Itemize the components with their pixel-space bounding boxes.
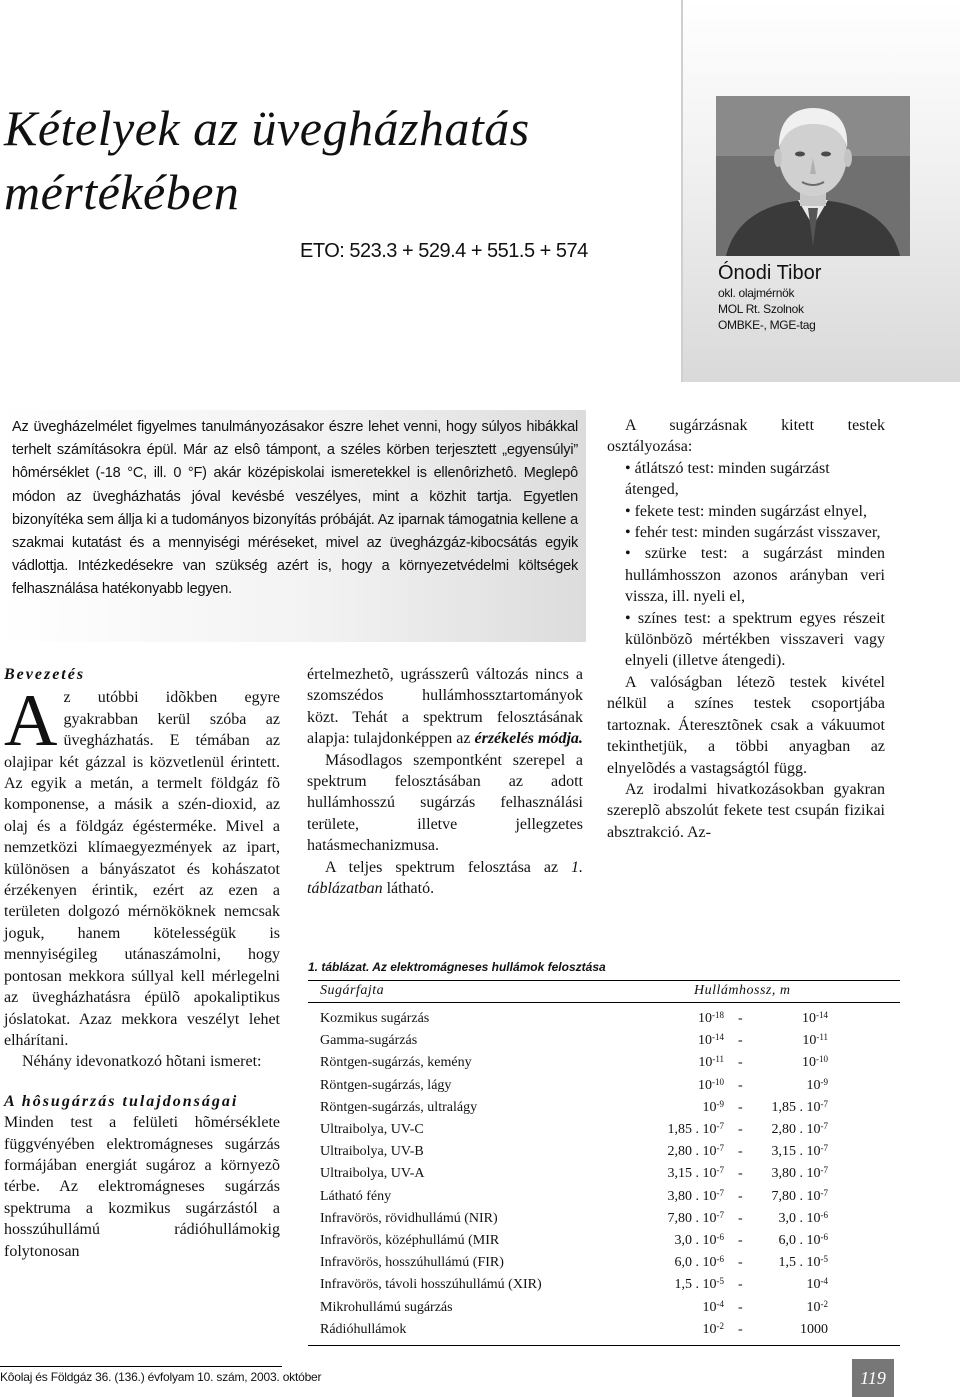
article-title: Kételyek az üvegházhatás mértékében: [4, 100, 530, 220]
radiation-type-cell: Infravörös, távoli hosszúhullámú (XIR): [320, 1277, 542, 1293]
range-dash: -: [738, 1077, 743, 1093]
wavelength-from-exponent: -6: [716, 1232, 724, 1242]
spectrum-text: értelmezhetõ, ugrásszerû változás nincs a szomszédos hullámhossztartományok közt. Tehát a spektrum felosztásának alapja: tulajdonképpen az: [307, 666, 583, 748]
heat-radiation-paragraph: Minden test a felületi hõmérséklete függvényében elektromágneses sugárzás formájában energiát sugároz a környezõ térbe. Az elektromágneses sugárzás spektruma a kozmikus sugárzástól a hosszúhullámú rádióhullámokig folytonosan: [4, 1114, 280, 1260]
range-dash: -: [738, 1099, 743, 1115]
wavelength-to-exponent: -11: [816, 1032, 828, 1043]
wavelength-from-base: 10: [698, 1077, 712, 1093]
wavelength-to-exponent: -7: [820, 1143, 828, 1154]
wavelength-to-exponent: -7: [820, 1187, 828, 1198]
wavelength-to-exponent: -9: [820, 1076, 828, 1087]
radiation-type-cell: Ultraibolya, UV-B: [320, 1144, 424, 1160]
wavelength-to-cell: [802, 1033, 828, 1049]
table-row: [308, 1052, 900, 1074]
wavelength-from-base: 10: [702, 1299, 717, 1315]
range-dash: -: [738, 1166, 743, 1182]
wavelength-from-cell: [668, 1144, 725, 1160]
wavelength-from-exponent: -6: [716, 1254, 724, 1265]
wavelength-from-base: 10: [698, 1033, 712, 1049]
eto-classification: ETO: 523.3 + 529.4 + 551.5 + 574: [300, 240, 588, 262]
range-dash: -: [738, 1144, 743, 1160]
page-number: 119: [852, 1359, 894, 1397]
column-1: [4, 664, 280, 1262]
wavelength-from-base: 10: [702, 1321, 717, 1337]
wavelength-from-base: 2,80 . 10: [667, 1144, 717, 1160]
wavelength-to-cell: [772, 1100, 829, 1116]
range-dash: -: [738, 1321, 743, 1337]
bullet-grey-body: • szürke test: a sugárzást minden hullámhosszon azonos arányban veri vissza, ill. nyeli el,: [625, 545, 885, 606]
table-row: [308, 1297, 900, 1319]
radiation-type-cell: Infravörös, középhullámú (MIR: [320, 1233, 500, 1248]
wavelength-to-cell: [802, 1011, 828, 1027]
table-row: [308, 1186, 900, 1208]
radiation-type-cell: Röntgen-sugárzás, ultralágy: [320, 1099, 478, 1115]
wavelength-from-base: 10: [698, 1055, 713, 1071]
range-dash: -: [738, 1255, 743, 1271]
wavelength-to-exponent: -10: [816, 1054, 828, 1065]
author-affiliation: MOL Rt. Szolnok: [718, 302, 804, 316]
wavelength-to-cell: [772, 1144, 829, 1160]
wavelength-from-exponent: -9: [716, 1098, 724, 1109]
wavelength-to-exponent: -7: [820, 1098, 828, 1109]
wavelength-to-exponent: -7: [820, 1121, 828, 1131]
table-row: [308, 1252, 900, 1274]
author-membership: OMBKE-, MGE-tag: [718, 318, 816, 332]
wavelength-from-cell: [698, 1055, 724, 1071]
table-row: [308, 1097, 900, 1119]
column-header-radiation-type: Sugárfajta: [320, 983, 385, 998]
wavelength-to-base: 10: [802, 1033, 817, 1049]
bullet-black-body: • fekete test: minden sugárzást elnyel,: [625, 502, 867, 520]
radiation-type-cell: Röntgen-sugárzás, lágy: [320, 1077, 452, 1093]
wavelength-to-base: 7,80 . 10: [771, 1188, 821, 1204]
table-row: [308, 1075, 900, 1097]
table-row: [308, 1141, 900, 1163]
range-dash: -: [738, 1188, 743, 1204]
wavelength-from-cell: [668, 1122, 725, 1138]
wavelength-from-exponent: -7: [716, 1121, 724, 1131]
radiation-type-cell: Gamma-sugárzás: [320, 1033, 418, 1049]
radiation-type-cell: Mikrohullámú sugárzás: [320, 1299, 453, 1315]
column-header-wavelength: Hullámhossz, m: [694, 983, 791, 998]
wavelength-to-base: 1000: [800, 1321, 828, 1337]
wavelength-from-exponent: -7: [716, 1165, 724, 1176]
wavelength-to-base: 10: [802, 1055, 816, 1071]
author-portrait-image: [716, 96, 910, 256]
table-row: [308, 1230, 900, 1252]
radiation-type-cell: Infravörös, hosszúhullámú (FIR): [320, 1255, 504, 1271]
wavelength-from-cell: [703, 1300, 725, 1316]
wavelength-from-cell: [703, 1322, 725, 1338]
wavelength-to-cell: [800, 1322, 828, 1338]
author-photo: [716, 96, 910, 256]
wavelength-to-cell: [807, 1277, 829, 1293]
thermal-intro-paragraph: Néhány idevonatkozó hõtani ismeret:: [22, 1053, 262, 1071]
column-2: [307, 664, 583, 899]
introduction-paragraph: [4, 680, 280, 1051]
section-heading-introduction: Bevezetés: [4, 666, 86, 683]
wavelength-to-exponent: -5: [820, 1254, 828, 1265]
wavelength-from-exponent: -4: [716, 1298, 724, 1309]
wavelength-from-cell: [698, 1011, 724, 1027]
range-dash: -: [738, 1055, 743, 1071]
range-dash: -: [738, 1210, 743, 1226]
wavelength-to-cell: [772, 1122, 829, 1138]
radiation-type-cell: Látható fény: [320, 1188, 392, 1204]
wavelength-to-exponent: -6: [820, 1232, 828, 1242]
wavelength-to-base: 1,85 . 10: [771, 1099, 821, 1115]
footer-rule: [0, 1366, 282, 1367]
wavelength-to-base: 2,80 . 10: [771, 1122, 821, 1137]
table-row: [308, 1030, 900, 1052]
column-3: [607, 415, 885, 843]
author-info: [718, 262, 821, 333]
wavelength-from-exponent: -10: [712, 1076, 724, 1087]
wavelength-from-cell: [703, 1100, 725, 1116]
wavelength-from-cell: [668, 1166, 725, 1182]
author-name: Ónodi Tibor: [718, 262, 822, 284]
wavelength-from-base: 1,5 . 10: [674, 1277, 717, 1293]
wavelength-from-exponent: -5: [716, 1276, 724, 1287]
drop-cap: A: [4, 680, 58, 763]
abstract: Az üvegházelmélet figyelmes tanulmányozásakor észre lehet venni, hogy súlyos hibákkal terhelt számításokra épül. Már az elsô támpont, a széles körben terjesztett „egyensúlyi” hômérséklet (-18 °C, ill. 0 °F) akár középiskolai ismeretekkel is ellenôrizhetô. Meglepô módon az üvegházhatás jóval kevésbé veszélyes, mint a közhit tartja. Egyetlen bizonyítéka sem állja ki a tudományos bizonyítás próbáját. Az iparnak támogatnia kellene a szakmai kutatást és a mennyiségi méréseket, mivel az üvegházgáz-kibocsátás egyik vádlottja. Intézkedésekre van szükség azért is, hogy a környezetvédelmi költségek felhasználása hatékonyabb legyen.: [12, 419, 578, 598]
wavelength-to-base: 3,80 . 10: [771, 1166, 821, 1182]
wavelength-from-cell: [668, 1211, 725, 1227]
wavelength-to-base: 10: [806, 1277, 821, 1293]
table-header: [308, 980, 900, 1003]
wavelength-from-cell: [668, 1189, 725, 1205]
wavelength-from-cell: [698, 1078, 724, 1094]
wavelength-from-cell: [698, 1033, 724, 1049]
wavelength-to-base: 10: [802, 1011, 816, 1026]
wavelength-from-base: 1,85 . 10: [667, 1122, 717, 1137]
wavelength-to-cell: [779, 1233, 829, 1249]
radiation-type-cell: Röntgen-sugárzás, kemény: [320, 1055, 472, 1071]
wavelength-to-cell: [779, 1211, 829, 1227]
wavelength-to-base: 3,0 . 10: [778, 1210, 821, 1226]
wavelength-to-exponent: -4: [820, 1276, 828, 1287]
wavelength-from-cell: [675, 1255, 725, 1271]
spectrum-paragraph: [307, 664, 583, 750]
wavelength-to-cell: [772, 1189, 829, 1205]
wavelength-to-cell: [807, 1078, 829, 1094]
wavelength-from-exponent: -7: [716, 1209, 724, 1220]
bullet-transparent-body: • átlátszó test: minden sugárzást átenged,: [625, 459, 830, 499]
radiation-type-cell: Ultraibolya, UV-C: [320, 1122, 424, 1137]
range-dash: -: [738, 1299, 743, 1315]
table-row: [308, 1319, 900, 1341]
journal-footer: Kôolaj és Földgáz 36. (136.) évfolyam 10. szám, 2003. október: [0, 1370, 322, 1384]
perception-emphasis: érzékelés módja.: [474, 730, 583, 748]
radiation-type-cell: Infravörös, rövidhullámú (NIR): [320, 1210, 498, 1226]
range-dash: -: [738, 1277, 743, 1293]
wavelength-from-base: 6,0 . 10: [674, 1255, 717, 1271]
wavelength-from-exponent: -11: [712, 1054, 724, 1065]
secondary-aspect-paragraph: Másodlagos szempontként szerepel a spektrum felosztásában az adott hullámhosszú sugárzás felhasználási területe, illetve jellegzetes hatásmechanizmusa.: [307, 751, 583, 855]
wavelength-from-base: 10: [698, 1011, 712, 1026]
wavelength-from-cell: [675, 1233, 725, 1249]
section-heading-heat-radiation: A hôsugárzás tulajdonságai: [4, 1092, 239, 1110]
wavelength-from-exponent: -18: [712, 1010, 724, 1020]
wavelength-from-exponent: -14: [712, 1032, 724, 1043]
table-reference-link: 1. táblázatban: [307, 858, 583, 898]
wavelength-to-exponent: -7: [820, 1165, 828, 1176]
range-dash: -: [738, 1011, 743, 1026]
range-dash: -: [738, 1122, 743, 1137]
wavelength-from-exponent: -7: [716, 1143, 724, 1154]
wavelength-from-base: 10: [702, 1099, 717, 1115]
table-reference-paragraph: [307, 857, 583, 900]
table-row: [308, 1274, 900, 1296]
black-body-paragraph: Az irodalmi hivatkozásokban gyakran szereplõ abszolút fekete test csupán fizikai absztrakció. Az-: [607, 780, 885, 841]
classification-intro: A sugárzásnak kitett testek osztályozása:: [607, 417, 885, 456]
table-row: [308, 1163, 900, 1185]
wavelength-from-base: 3,80 . 10: [667, 1188, 717, 1204]
wavelength-from-exponent: -2: [716, 1320, 724, 1331]
table-reference-end: látható.: [382, 880, 435, 898]
wavelength-from-base: 3,15 . 10: [667, 1166, 717, 1182]
wavelength-to-cell: [807, 1300, 829, 1316]
wavelength-to-base: 1,5 . 10: [778, 1255, 821, 1271]
wavelength-to-base: 3,15 . 10: [771, 1144, 821, 1160]
table-row: [308, 1119, 900, 1141]
radiation-type-cell: Kozmikus sugárzás: [320, 1011, 430, 1026]
wavelength-to-exponent: -14: [816, 1010, 828, 1020]
wavelength-to-cell: [802, 1055, 828, 1071]
header-shade-edge: [681, 0, 683, 382]
table-bottom-rule: [308, 1345, 900, 1346]
wavelength-to-cell: [772, 1166, 829, 1182]
bullet-coloured-body: • színes test: a spektrum egyes részeit különbözõ mértékben visszaveri vagy elnyeli (illetve átengedi).: [625, 609, 885, 670]
table-reference-text: A teljes spektrum felosztása az: [325, 858, 571, 876]
wavelength-from-exponent: -7: [716, 1187, 724, 1198]
wavelength-to-cell: [779, 1255, 829, 1271]
radiation-type-cell: Rádióhullámok: [320, 1321, 407, 1337]
wavelength-to-exponent: -2: [820, 1298, 828, 1309]
wavelength-from-base: 7,80 . 10: [667, 1210, 717, 1226]
range-dash: -: [738, 1033, 743, 1049]
table-row: [308, 1008, 900, 1030]
wavelength-to-base: 10: [806, 1299, 821, 1315]
introduction-text: z utóbbi idõkben egyre gyakrabban kerül szóba az üvegházhatás. E témában az olajipar két gázzal is közvetlenül érintett. Az egyik a metán, a termelt földgáz fõ komponense, a másik a szén-dioxid, az olaj és a földgáz égésterméke. Mivel a nemzetközi klímaegyezmények az ipart, különösen a bányászatot és kohászatot érzékenyen érintik, ezért az ezen a területen dolgozó mérnököknek nemcsak joguk, hanem kötelességük is mennyiségileg utánaszámolni, hogy pontosan mekkora súllyal kell mérlegelni az üvegházhatásra épülõ apokaliptikus jóslatokat. Azaz mekkora veszélyt lehet elhárítani.: [4, 689, 280, 1049]
wavelength-to-exponent: -6: [820, 1209, 828, 1220]
table-row: [308, 1208, 900, 1230]
wavelength-to-base: 6,0 . 10: [778, 1233, 821, 1248]
bullet-white-body: • fehér test: minden sugárzást visszaver,: [625, 524, 881, 542]
range-dash: -: [738, 1233, 743, 1248]
author-title: okl. olajmérnök: [718, 286, 795, 300]
radiation-type-cell: Ultraibolya, UV-A: [320, 1166, 425, 1182]
table-caption: 1. táblázat. Az elektromágneses hullámok felosztása: [308, 960, 606, 974]
real-bodies-paragraph: A valóságban létezõ testek kivétel nélkül a színes testek csoportjába tartoznak. Áteresztõnek csak a vákuumot tekinthetjük, a többi anyagban az elnyelõdés a vastagságtól függ.: [607, 673, 885, 777]
spectrum-table: [308, 980, 900, 1347]
wavelength-from-base: 3,0 . 10: [674, 1233, 717, 1248]
wavelength-from-cell: [675, 1277, 725, 1293]
wavelength-to-base: 10: [806, 1077, 821, 1093]
